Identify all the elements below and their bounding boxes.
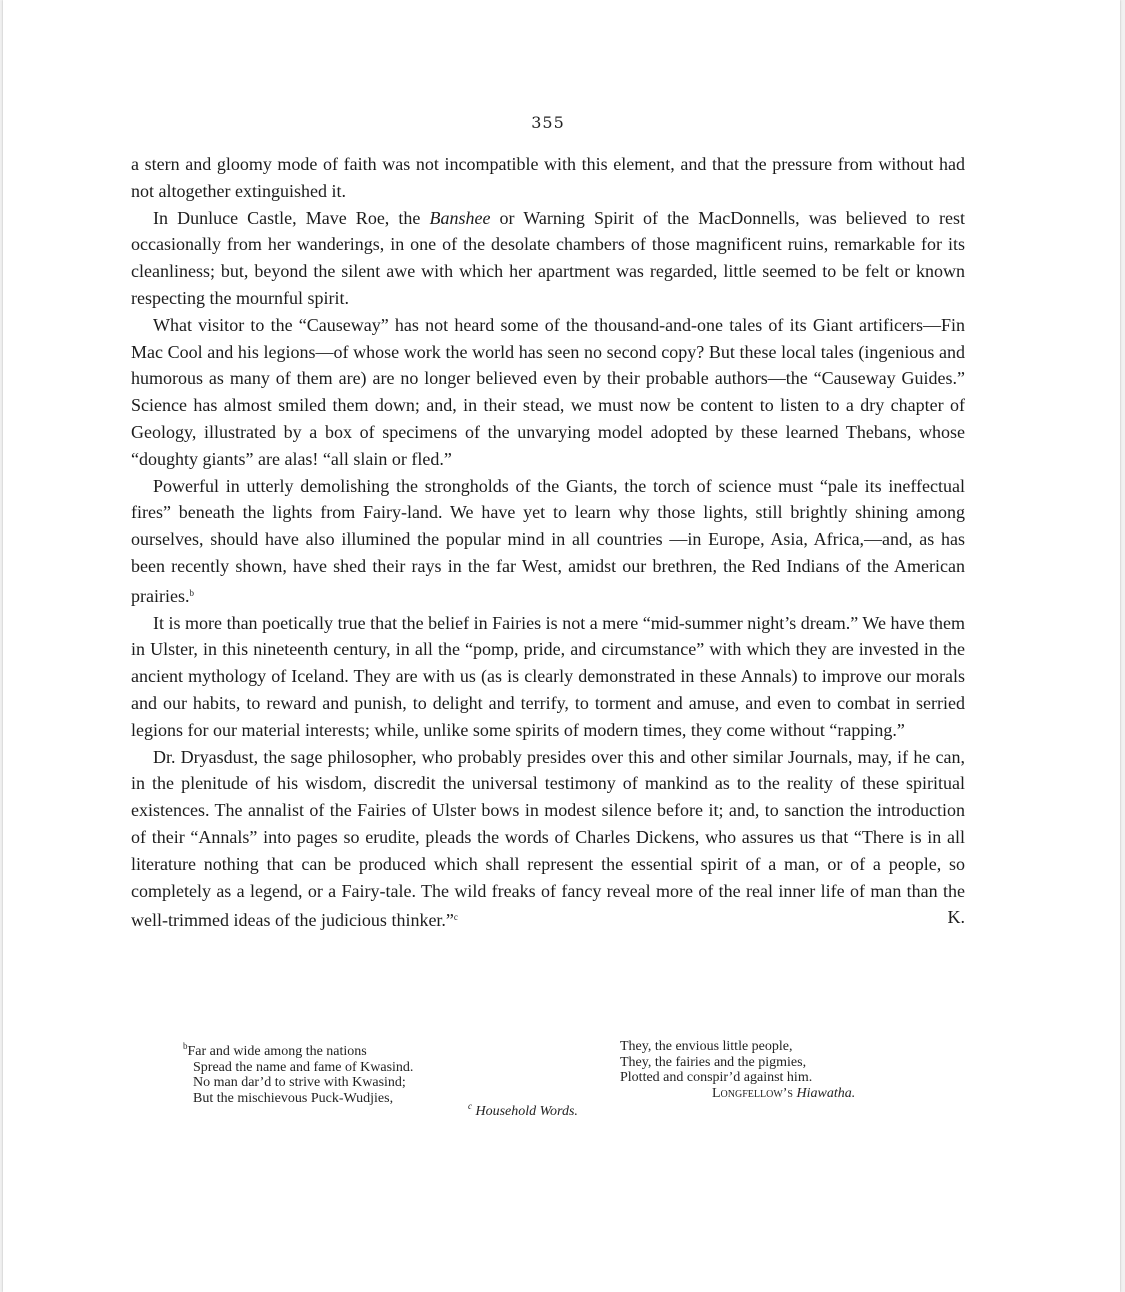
footnote-b-line: No man dar’d to strive with Kwasind;	[193, 1075, 406, 1090]
paragraph-6-text: Dr. Dryasdust, the sage philosopher, who probably presides over this and other similar Journals, may, if he can, in the plenitude of his wisdom, discredit the universal testimony of mankind as to the reality of these spiritual existences. The annalist of the Fairies of Ulster bows in modest silence before it; and, to sanction the introduction of their “Annals” into pages so erudite, pleads the words of Charles Dickens, who assures us that “There is in all literature nothing that can be produced which shall represent the essential spirit of a man, or of a people, so completely as a legend, or a Fairy-tale. The wild freaks of fancy reveal more of the real inner life of man than the well-trimmed ideas of the judicious thinker.”	[131, 746, 965, 931]
footnote-b-line: $^b$Far and wide among the nations	[183, 1041, 367, 1059]
footnote-b-line: They, the fairies and the pigmies,	[620, 1054, 807, 1070]
paragraph-5-text: It is more than poetically true that the belief in Fairies is not a mere “mid-summer night’s dream.” We have them in Ulster, in this nineteenth century, in all the “pomp, pride, and circumstance” with which they are invested in the ancient mythology of Iceland. They are with us (as is clearly demonstrated in these Annals) to improve our morals and our habits, to reward and punish, to delight and terrify, to torment and amuse, and even to combat in serried legions for our material interests; while, unlike some spirits of modern times, they come without “rapping.”	[131, 612, 965, 740]
page-number: 355	[531, 113, 565, 132]
page	[3, 0, 1120, 1292]
footnote-c	[468, 1099, 578, 1120]
footnote-b-line: Spread the name and fame of Kwasind.	[193, 1059, 414, 1075]
footnote-c-text: Household Words.	[475, 1104, 578, 1119]
footnote-b-line: They, the envious little people,	[620, 1039, 793, 1054]
footnote-b-mark: b	[183, 1041, 188, 1051]
paragraph-5	[131, 610, 965, 744]
footnote-b-right	[620, 1039, 920, 1101]
paragraph-3	[131, 312, 965, 473]
footnote-ref-c[interactable]: c	[453, 912, 458, 923]
footnote-b-line: But the mischievous Puck-Wudjies,	[193, 1090, 394, 1106]
banshee-italic: Banshee	[429, 207, 491, 228]
footnote-b-line: Plotted and conspir’d against him.	[620, 1070, 813, 1085]
paragraph-3-text: What visitor to the “Causeway” has not heard some of the thousand-and-one tales of its Giant artificers—Fin Mac Cool and his legions—of whose work the world has seen no second copy? But these local tales (ingenious and humorous as many of them are) are no longer believed even by their probable authors—the “Causeway Guides.” Science has almost smiled them down; and, in their stead, we must now be content to listen to a dry chapter of Geology, illustrated by a box of specimens of the unvarying model adopted by these learned Thebans, whose “doughty giants” are alas! “all slain or fled.”	[131, 314, 965, 469]
paragraph-1-text: a stern and gloomy mode of faith was not incompatible with this element, and that the pressure from without had not altogether extinguished it.	[131, 154, 965, 201]
signature: K.	[947, 907, 965, 928]
paragraph-4-text: Powerful in utterly demolishing the strongholds of the Giants, the torch of science must “pale its ineffectual fires” beneath the lights from Fairy-land. We have yet to learn why those lights, still brightly shining among ourselves, should have also illumined the popular mind in all countries —in Europe, Asia, Africa,—and, as has been recently shown, have shed their rays in the far West, amidst our brethren, the Red Indians of the American prairies.	[131, 475, 965, 606]
paragraph-1	[131, 151, 965, 205]
paragraph-4	[131, 473, 965, 610]
paragraph-2	[131, 205, 965, 312]
paragraph-2-text-a: In Dunluce Castle, Mave Roe, the	[153, 207, 430, 228]
paragraph-2-text-b: or Warning Spirit of the MacDonnells, was believed to rest occasionally from her wanderings, in one of the desolate chambers of those magnificent ruins, remarkable for its cleanliness; but, beyond the silent awe with which her apartment was regarded, little seemed to be felt or known respecting the mournful spirit.	[131, 207, 966, 308]
body-text	[131, 151, 965, 934]
footnote-b-attribution: Longfellow’s Hiawatha.	[712, 1085, 856, 1101]
footnote-ref-b[interactable]: b	[189, 587, 194, 598]
footnote-c-mark: c	[468, 1101, 472, 1111]
paragraph-6	[131, 744, 965, 935]
footnote-b-left	[183, 1039, 513, 1106]
